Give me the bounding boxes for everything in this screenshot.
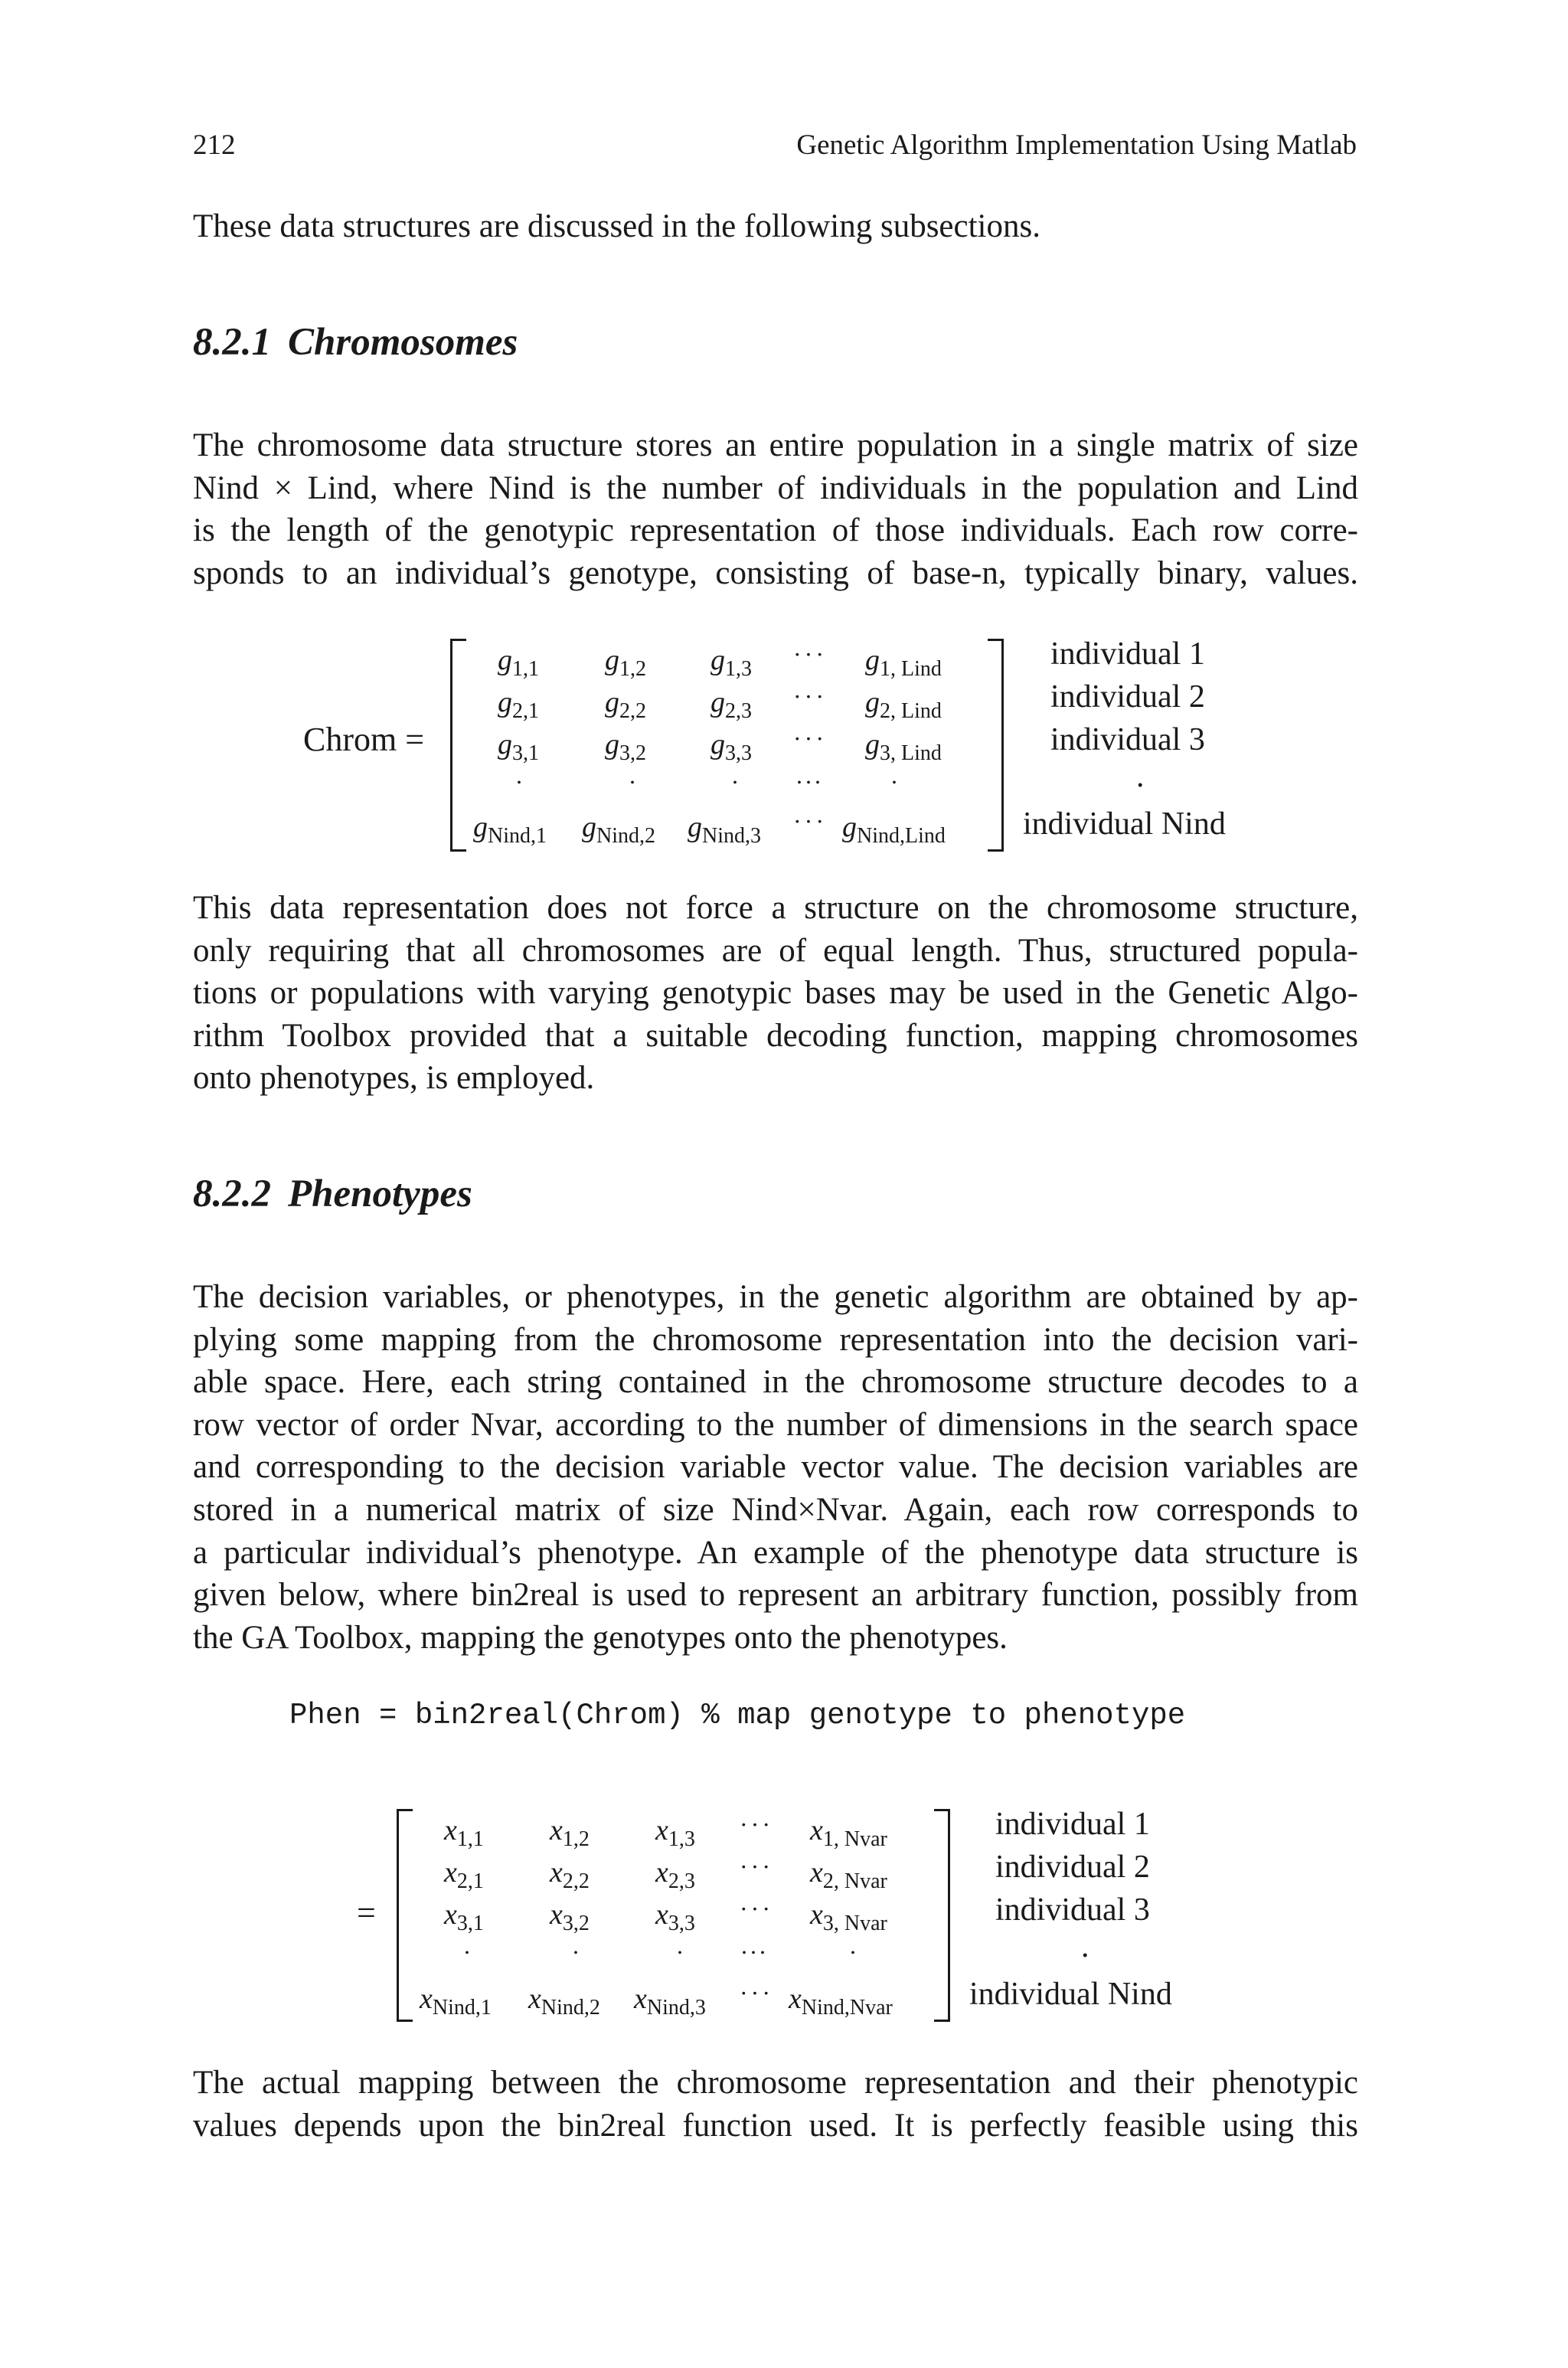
ellipsis: ··· (740, 1979, 773, 2007)
left-bracket (397, 1809, 413, 2022)
matrix-cell: $g_{1,1}$ (498, 644, 539, 681)
right-bracket (988, 639, 1004, 852)
matrix-cell: $g_{Nind,2}$ (582, 811, 655, 848)
section-number: 8.2.2 (193, 1173, 271, 1215)
row-label: individual 3 (1050, 722, 1205, 757)
matrix-cell: $x_{2,1}$ (444, 1856, 484, 1893)
text-line: The decision variables, or phenotypes, in the genetic algorithm are obtained by ap- (193, 1279, 1358, 1315)
matrix-cell: $g_{3,2}$ (605, 728, 646, 765)
matrix-cell: $x_{Nind,Nvar}$ (789, 1983, 893, 2020)
section-number: 8.2.1 (193, 321, 271, 364)
matrix-cell: $g_{3,1}$ (498, 728, 539, 765)
matrix-cell: $g_{1,3}$ (710, 644, 752, 681)
text-line: able space. Here, each string contained in the chromosome structure decodes to a (193, 1364, 1358, 1401)
matrix-cell: $x_{2, Nvar}$ (810, 1856, 887, 1893)
vdots: . (677, 1931, 686, 1959)
code-line: Phen = bin2real(Chrom) % map genotype to phenotype (289, 1699, 1186, 1732)
ellipsis: ··· (740, 1895, 773, 1922)
text-line: Nind × Lind, where Nind is the number of individuals in the population and Lind (193, 469, 1358, 506)
text-line: The chromosome data structure stores an entire population in a single matrix of size (193, 427, 1358, 463)
section-title: Phenotypes (288, 1173, 472, 1215)
text-line: is the length of the genotypic representation of those individuals. Each row corre- (193, 512, 1358, 549)
matrix-cell: $g_{1, Lind}$ (865, 644, 942, 681)
text-line: onto phenotypes, is employed. (193, 1060, 595, 1097)
section-heading-phenotypes (193, 1172, 472, 1216)
section-title: Chromosomes (288, 321, 518, 364)
text-line: and corresponding to the decision variable vector value. The decision variables are (193, 1449, 1358, 1486)
matrix-cell: $x_{1, Nvar}$ (810, 1814, 887, 1851)
matrix-cell: $g_{1,2}$ (605, 644, 646, 681)
row-label: individual 1 (995, 1807, 1150, 1842)
vdots: ... (741, 1931, 769, 1959)
left-bracket (450, 639, 466, 852)
matrix-cell: $x_{3,1}$ (444, 1899, 484, 1935)
matrix-cell: $x_{2,2}$ (550, 1856, 590, 1893)
vdots: . (732, 761, 741, 789)
text-line: rithm Toolbox provided that a suitable decoding function, mapping chromosomes (193, 1017, 1358, 1054)
intro-paragraph (193, 205, 1358, 248)
matrix-cell: $x_{Nind,1}$ (420, 1983, 492, 2020)
text-line: the GA Toolbox, mapping the genotypes onto the phenotypes. (193, 1619, 1008, 1656)
matrix-cell: $x_{3, Nvar}$ (810, 1899, 887, 1935)
text-line: The actual mapping between the chromosome representation and their phenotypic (193, 2065, 1358, 2101)
intro-line: These data structures are discussed in the following subsections. (193, 208, 1040, 244)
row-label: individual 3 (995, 1892, 1150, 1928)
ellipsis: ··· (793, 640, 827, 668)
ellipsis: ··· (740, 1853, 773, 1880)
row-label: . (1081, 1929, 1089, 1964)
matrix-cell: $x_{3,3}$ (655, 1899, 695, 1935)
ellipsis: ··· (793, 807, 827, 835)
section-heading-chromosomes (193, 320, 518, 365)
matrix-cell: $g_{Nind,Lind}$ (842, 811, 946, 848)
vdots: ... (796, 761, 824, 789)
text-line: This data representation does not force a structure on the chromosome structure, (193, 890, 1358, 926)
row-label: individual 1 (1050, 636, 1205, 672)
text-line: stored in a numerical matrix of size Nind×Nvar. Again, each row corresponds to (193, 1491, 1358, 1528)
text-line: plying some mapping from the chromosome representation into the decision vari- (193, 1321, 1358, 1358)
matrix-lhs: = (357, 1894, 376, 1931)
ellipsis: ··· (740, 1810, 773, 1838)
page-number: 212 (193, 129, 236, 161)
matrix-cell: $g_{Nind,3}$ (688, 811, 761, 848)
matrix-cell: $g_{2, Lind}$ (865, 686, 942, 723)
vdots: . (891, 761, 900, 789)
text-line: a particular individual’s phenotype. An example of the phenotype data structure is (193, 1534, 1358, 1571)
text-line: row vector of order Nvar, according to the number of dimensions in the search space (193, 1406, 1358, 1443)
matrix-cell: $g_{3,3}$ (710, 728, 752, 765)
ellipsis: ··· (793, 682, 827, 710)
right-bracket (934, 1809, 950, 2022)
text-line: only requiring that all chromosomes are of equal length. Thus, structured popula- (193, 932, 1358, 969)
row-label: individual Nind (969, 1977, 1172, 2012)
running-title: Genetic Algorithm Implementation Using Matlab (796, 129, 1357, 161)
matrix-cell: $g_{2,2}$ (605, 686, 646, 723)
matrix-cell: $x_{3,2}$ (550, 1899, 590, 1935)
matrix-cell: $x_{Nind,2}$ (528, 1983, 600, 2020)
vdots: . (573, 1931, 582, 1959)
text-line: values depends upon the bin2real function used. It is perfectly feasible using this (193, 2107, 1358, 2144)
vdots: . (629, 761, 639, 789)
matrix-cell: $x_{1,3}$ (655, 1814, 695, 1851)
matrix-cell: $g_{Nind,1}$ (473, 811, 547, 848)
chromosome-paragraph-2 (193, 887, 1358, 1100)
row-label: individual 2 (995, 1850, 1150, 1885)
matrix-cell: $g_{2,3}$ (710, 686, 752, 723)
chromosome-paragraph-1 (193, 424, 1358, 594)
matrix-lhs: Chrom = (303, 721, 425, 758)
row-label: individual Nind (1023, 806, 1226, 842)
vdots: . (464, 1931, 473, 1959)
ellipsis: ··· (793, 724, 827, 752)
vdots: . (516, 761, 525, 789)
row-label: individual 2 (1050, 679, 1205, 715)
matrix-cell: $x_{1,1}$ (444, 1814, 484, 1851)
row-label: . (1136, 759, 1145, 794)
matrix-cell: $g_{2,1}$ (498, 686, 539, 723)
vdots: . (850, 1931, 859, 1959)
matrix-cell: $x_{1,2}$ (550, 1814, 590, 1851)
text-line: tions or populations with varying genotypic bases may be used in the Genetic Algo- (193, 975, 1358, 1012)
matrix-cell: $x_{2,3}$ (655, 1856, 695, 1893)
phenotype-paragraph-2 (193, 2062, 1358, 2147)
text-line: sponds to an individual’s genotype, consisting of base-n, typically binary, values. (193, 554, 1358, 591)
matrix-cell: $x_{Nind,3}$ (634, 1983, 706, 2020)
matrix-cell: $g_{3, Lind}$ (865, 728, 942, 765)
text-line: given below, where bin2real is used to represent an arbitrary function, possibly from (193, 1577, 1358, 1614)
phenotype-paragraph-1 (193, 1276, 1358, 1659)
